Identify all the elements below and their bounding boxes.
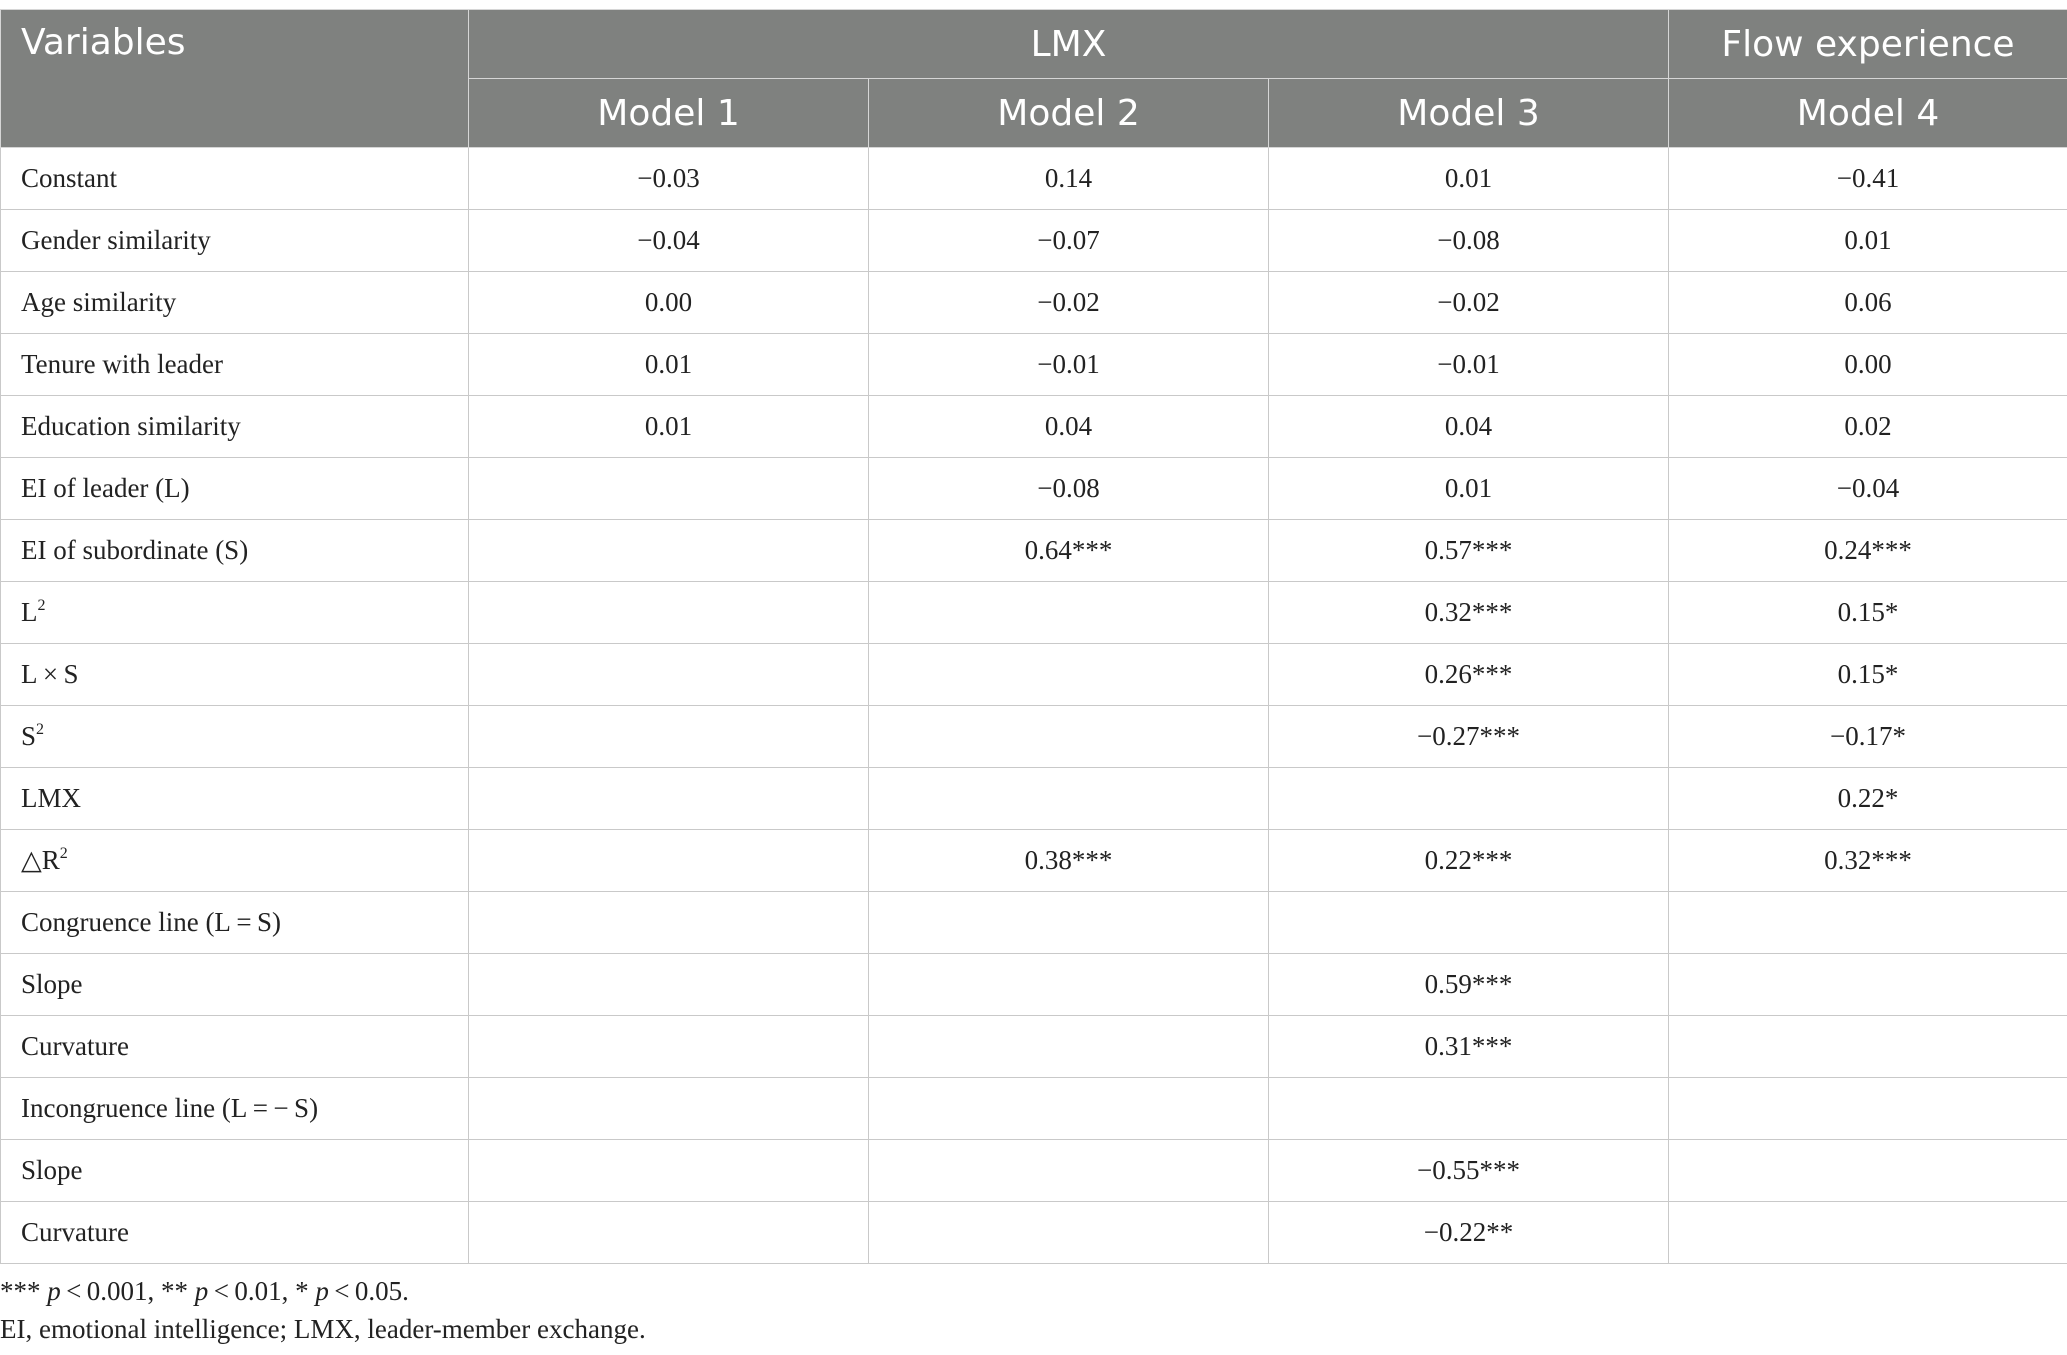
- cell-model-4: [1669, 1016, 2067, 1078]
- cell-model-2: [869, 1078, 1269, 1140]
- table-body: [1, 148, 2067, 1264]
- cell-model-2: [869, 582, 1269, 644]
- row-label-text: Congruence line (L = S): [21, 907, 281, 937]
- row-label: [1, 892, 469, 954]
- row-label-text: Education similarity: [21, 411, 241, 441]
- cell-model-2: −0.07: [869, 210, 1269, 272]
- row-label: [1, 706, 469, 768]
- cell-model-1: [469, 582, 869, 644]
- header-row-groups: [1, 10, 2067, 79]
- row-label-text: Constant: [21, 163, 118, 193]
- sig-p-3: p: [315, 1276, 329, 1306]
- table-row: [1, 582, 2067, 644]
- cell-model-1: [469, 954, 869, 1016]
- header-group-flow: Flow experience: [1669, 10, 2067, 79]
- row-label: [1, 396, 469, 458]
- cell-model-3: −0.08: [1269, 210, 1669, 272]
- cell-model-4: −0.04: [1669, 458, 2067, 520]
- table-notes: [0, 1272, 646, 1348]
- row-label-text: S: [21, 721, 37, 751]
- cell-model-3: 0.26***: [1269, 644, 1669, 706]
- significance-note: [0, 1272, 646, 1310]
- row-label: [1, 830, 469, 892]
- cell-model-2: [869, 892, 1269, 954]
- cell-model-1: −0.04: [469, 210, 869, 272]
- table-row: [1, 954, 2067, 1016]
- cell-model-3: −0.02: [1269, 272, 1669, 334]
- cell-model-1: −0.03: [469, 148, 869, 210]
- row-label-text: LMX: [21, 783, 81, 813]
- cell-model-4: [1669, 1078, 2067, 1140]
- cell-model-4: 0.15*: [1669, 582, 2067, 644]
- cell-model-3: [1269, 892, 1669, 954]
- abbreviations-note: EI, emotional intelligence; LMX, leader-member exchange.: [0, 1314, 646, 1344]
- row-label: [1, 954, 469, 1016]
- header-model-4: Model 4: [1669, 79, 2067, 148]
- sig-cond-2: < 0.01,: [208, 1276, 289, 1306]
- cell-model-3: [1269, 768, 1669, 830]
- row-label-text: Tenure with leader: [21, 349, 224, 379]
- cell-model-1: [469, 830, 869, 892]
- cell-model-4: 0.06: [1669, 272, 2067, 334]
- cell-model-1: [469, 892, 869, 954]
- regression-table: [0, 9, 2067, 1264]
- table-row: [1, 1202, 2067, 1264]
- cell-model-1: [469, 644, 869, 706]
- row-label-text: EI of subordinate (S): [21, 535, 249, 565]
- row-label-text: △R: [21, 845, 60, 875]
- table-row: [1, 210, 2067, 272]
- cell-model-4: [1669, 954, 2067, 1016]
- cell-model-2: [869, 1202, 1269, 1264]
- cell-model-3: 0.31***: [1269, 1016, 1669, 1078]
- cell-model-4: 0.32***: [1669, 830, 2067, 892]
- row-label-text: Age similarity: [21, 287, 177, 317]
- table-row: [1, 520, 2067, 582]
- cell-model-4: −0.41: [1669, 148, 2067, 210]
- cell-model-2: [869, 1016, 1269, 1078]
- sig-cond-3: < 0.05.: [328, 1276, 409, 1306]
- cell-model-2: 0.38***: [869, 830, 1269, 892]
- cell-model-4: 0.02: [1669, 396, 2067, 458]
- cell-model-1: 0.01: [469, 396, 869, 458]
- cell-model-2: [869, 706, 1269, 768]
- regression-table-container: [0, 9, 2067, 1264]
- cell-model-4: 0.00: [1669, 334, 2067, 396]
- cell-model-3: 0.32***: [1269, 582, 1669, 644]
- sig-cond-1: < 0.001,: [60, 1276, 155, 1306]
- cell-model-3: −0.55***: [1269, 1140, 1669, 1202]
- cell-model-1: [469, 768, 869, 830]
- row-label-text: L × S: [21, 659, 79, 689]
- cell-model-4: [1669, 892, 2067, 954]
- cell-model-4: 0.24***: [1669, 520, 2067, 582]
- row-label-text: Curvature: [21, 1217, 129, 1247]
- table-row: [1, 768, 2067, 830]
- cell-model-2: [869, 768, 1269, 830]
- cell-model-3: 0.04: [1269, 396, 1669, 458]
- cell-model-1: 0.01: [469, 334, 869, 396]
- row-label: [1, 148, 469, 210]
- cell-model-2: 0.04: [869, 396, 1269, 458]
- cell-model-3: 0.57***: [1269, 520, 1669, 582]
- cell-model-3: 0.01: [1269, 148, 1669, 210]
- row-label: [1, 520, 469, 582]
- sig-stars-2: **: [161, 1276, 189, 1306]
- row-label: [1, 458, 469, 520]
- row-label: [1, 334, 469, 396]
- table-row: [1, 1078, 2067, 1140]
- table-row: [1, 334, 2067, 396]
- cell-model-1: [469, 1202, 869, 1264]
- table-row: [1, 1140, 2067, 1202]
- row-label-text: Gender similarity: [21, 225, 211, 255]
- cell-model-1: [469, 1140, 869, 1202]
- cell-model-2: −0.01: [869, 334, 1269, 396]
- cell-model-2: [869, 644, 1269, 706]
- cell-model-4: [1669, 1202, 2067, 1264]
- cell-model-1: [469, 520, 869, 582]
- cell-model-3: 0.22***: [1269, 830, 1669, 892]
- row-label: [1, 210, 469, 272]
- table-row: [1, 1016, 2067, 1078]
- cell-model-3: [1269, 1078, 1669, 1140]
- cell-model-4: 0.01: [1669, 210, 2067, 272]
- cell-model-2: −0.02: [869, 272, 1269, 334]
- row-label: [1, 1078, 469, 1140]
- header-group-lmx: LMX: [469, 10, 1669, 79]
- row-label-text: Slope: [21, 1155, 83, 1185]
- cell-model-4: −0.17*: [1669, 706, 2067, 768]
- sig-p-1: p: [47, 1276, 61, 1306]
- row-label-text: Incongruence line (L = − S): [21, 1093, 319, 1123]
- sig-stars-1: ***: [0, 1276, 41, 1306]
- cell-model-4: 0.15*: [1669, 644, 2067, 706]
- cell-model-4: 0.22*: [1669, 768, 2067, 830]
- cell-model-2: [869, 954, 1269, 1016]
- cell-model-1: 0.00: [469, 272, 869, 334]
- header-model-1: Model 1: [469, 79, 869, 148]
- row-label: [1, 768, 469, 830]
- row-label: [1, 1202, 469, 1264]
- header-model-2: Model 2: [869, 79, 1269, 148]
- cell-model-2: −0.08: [869, 458, 1269, 520]
- row-label-text: Slope: [21, 969, 83, 999]
- table-row: [1, 458, 2067, 520]
- cell-model-3: −0.22**: [1269, 1202, 1669, 1264]
- table-row: [1, 830, 2067, 892]
- table-row: [1, 148, 2067, 210]
- row-label: [1, 582, 469, 644]
- cell-model-3: 0.01: [1269, 458, 1669, 520]
- row-label: [1, 1140, 469, 1202]
- row-label: [1, 272, 469, 334]
- sig-stars-3: *: [295, 1276, 309, 1306]
- header-variables: Variables: [1, 10, 469, 148]
- row-label: [1, 1016, 469, 1078]
- cell-model-3: −0.01: [1269, 334, 1669, 396]
- cell-model-1: [469, 1016, 869, 1078]
- table-row: [1, 892, 2067, 954]
- cell-model-2: 0.64***: [869, 520, 1269, 582]
- table-row: [1, 396, 2067, 458]
- cell-model-1: [469, 458, 869, 520]
- cell-model-1: [469, 1078, 869, 1140]
- row-label-superscript: 2: [37, 597, 46, 614]
- header-model-3: Model 3: [1269, 79, 1669, 148]
- cell-model-2: 0.14: [869, 148, 1269, 210]
- sig-p-2: p: [194, 1276, 209, 1306]
- cell-model-4: [1669, 1140, 2067, 1202]
- row-label: [1, 644, 469, 706]
- table-header: [1, 10, 2067, 148]
- cell-model-3: 0.59***: [1269, 954, 1669, 1016]
- table-row: [1, 644, 2067, 706]
- row-label-text: EI of leader (L): [21, 473, 190, 503]
- row-label-text: Curvature: [21, 1031, 129, 1061]
- row-label-superscript: 2: [59, 845, 68, 862]
- table-row: [1, 706, 2067, 768]
- cell-model-3: −0.27***: [1269, 706, 1669, 768]
- cell-model-1: [469, 706, 869, 768]
- row-label-text: L: [21, 597, 38, 627]
- table-row: [1, 272, 2067, 334]
- cell-model-2: [869, 1140, 1269, 1202]
- row-label-superscript: 2: [36, 721, 45, 738]
